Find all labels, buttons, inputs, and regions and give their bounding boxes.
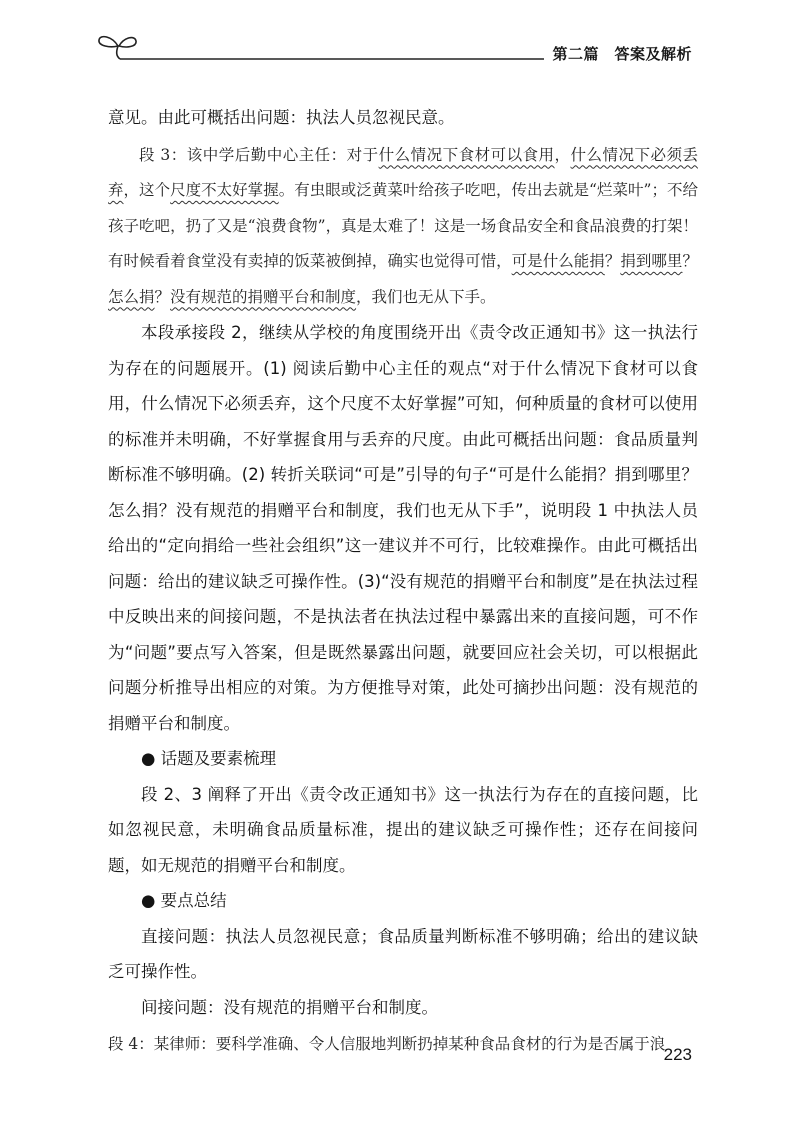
- page-body: [108, 100, 698, 1063]
- wavy-underlined-phrase: 怎么捐: [108, 287, 155, 306]
- quote-text: ，: [554, 145, 571, 164]
- quoted-paragraph-4: 段 4：某律师：要科学准确、令人信服地判断扔掉某种食品食材的行为是否属于浪: [108, 1035, 666, 1053]
- quote-text: ？: [682, 252, 698, 270]
- quote-text: ，这个: [123, 181, 171, 199]
- page-header: [0, 0, 800, 80]
- quote-text: 。有虫眼或泛黄菜叶给孩子吃吧，传出去就是“烂菜叶”；不给孩子吃吧，扔了又是“浪费食物”，真是太难了！这是一场食品安全和食品浪费的打架！有时候看着食堂没有卖掉的饭菜被倒掉，确实也觉得可惜，: [108, 181, 698, 270]
- page-number: 223: [663, 1045, 692, 1064]
- wavy-underlined-phrase: 没有规范的捐赠平台和制度: [170, 287, 357, 306]
- chapter-title: 第二篇 答案及解析: [544, 44, 692, 64]
- wavy-underlined-phrase: 什么情况下食材可以食用: [378, 145, 555, 164]
- analysis-paragraph: 本段承接段 2，继续从学校的角度围绕开出《责令改正通知书》这一执法行为存在的问题展开。(1) 阅读后勤中心主任的观点“对于什么情况下食材可以食用，什么情况下必须丢弃，这个尺度不太好掌握”可知，何种质量的食材可以使用的标准并未明确，不好掌握食用与丢弃的尺度。由此可概括出问题：食品质量判断标准不够明确。(2) 转折关联词“可是”引导的句子“可是什么能捐？捐到哪里？怎么捐？没有规范的捐赠平台和制度，我们也无从下手”，说明段 1 中执法人员给出的“定向捐给一些社会组织”这一建议并不可行，比较难操作。由此可概括出问题：给出的建议缺乏可操作性。(3)“没有规范的捐赠平台和制度”是在执法过程中反映出来的间接问题，不是执法者在执法过程中暴露出来的直接问题，可不作为“问题”要点写入答案，但是既然暴露出问题，就要回应社会关切，可以根据此问题分析推导出相应的对策。为方便推导对策，此处可摘抄出问题：没有规范的捐赠平台和制度。: [108, 323, 698, 733]
- wavy-underlined-phrase: 什么情况下必须丢弃: [108, 145, 698, 199]
- wavy-underlined-phrase: 可是什么能捐: [511, 252, 605, 270]
- sprout-icon: [99, 37, 136, 59]
- summary-indirect-issues: 间接问题：没有规范的捐赠平台和制度。: [141, 997, 438, 1017]
- quote-text: ？: [604, 252, 621, 270]
- topic-paragraph: 段 2、3 阐释了开出《责令改正通知书》这一执法行为存在的直接问题，比如忽视民意，未明确食品质量标准，提出的建议缺乏可操作性；还存在间接问题，如无规范的捐赠平台和制度。: [108, 784, 698, 875]
- wavy-underlined-phrase: 捐到哪里: [620, 252, 683, 270]
- wavy-underlined-phrase: 尺度不太好掌握: [170, 181, 279, 199]
- summary-direct-issues: 直接问题：执法人员忽视民意；食品质量判断标准不够明确；给出的建议缺乏可操作性。: [108, 926, 698, 981]
- quote-text: 段 3：该中学后勤中心主任：对于: [139, 145, 379, 164]
- section-heading-topic: ● 话题及要素梳理: [141, 749, 277, 768]
- quote-text: ？: [154, 287, 171, 306]
- quoted-paragraph-3: [108, 138, 698, 316]
- quote-text: ，我们也无从下手。: [356, 287, 496, 306]
- paragraph-continuation: 意见。由此可概括出问题：执法人员忽视民意。: [108, 108, 455, 127]
- section-heading-summary: ● 要点总结: [141, 891, 227, 910]
- header-rule: [0, 0, 800, 80]
